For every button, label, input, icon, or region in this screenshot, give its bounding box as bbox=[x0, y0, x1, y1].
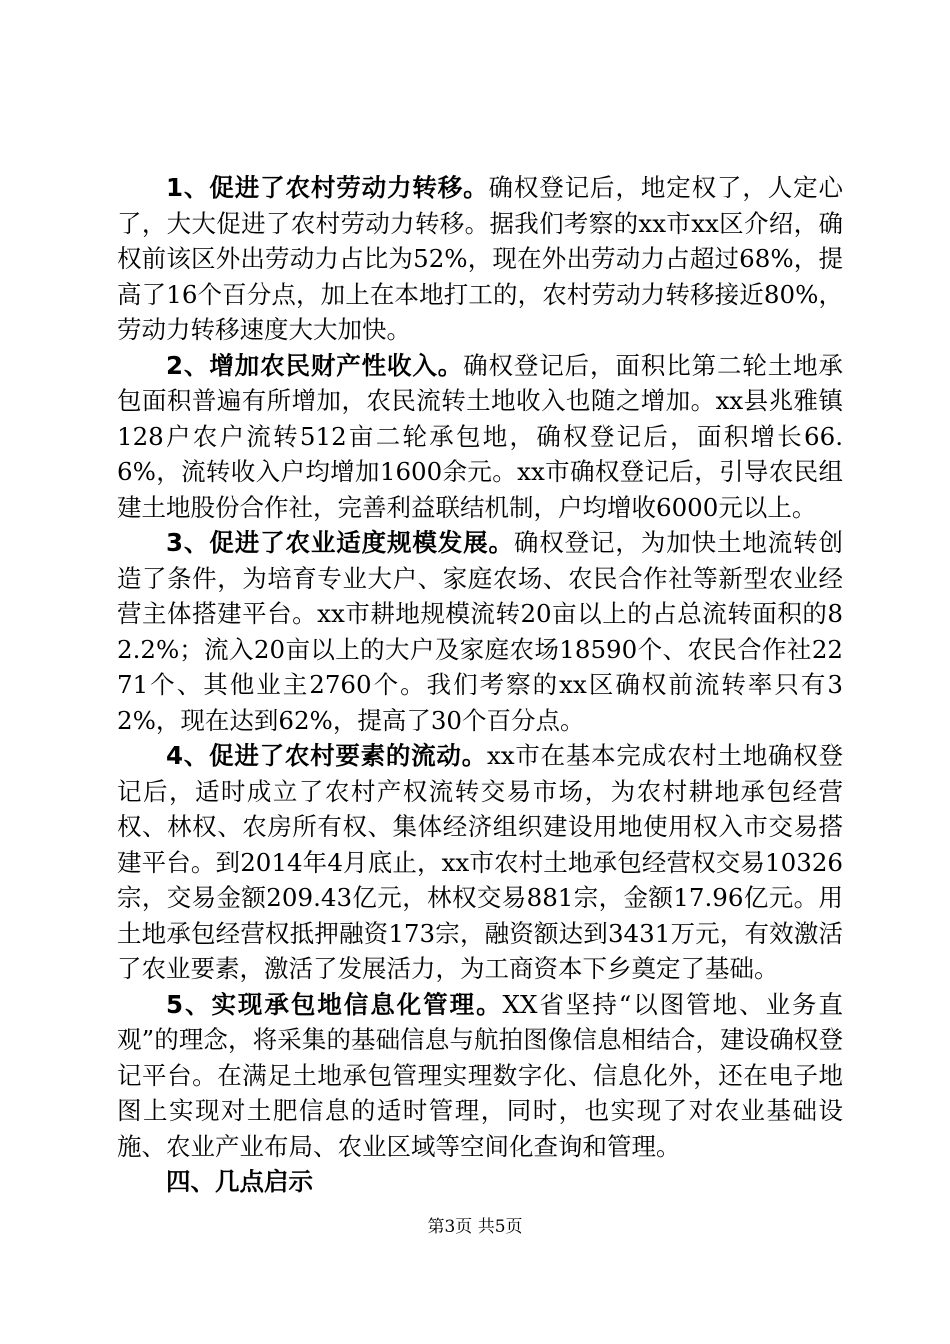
paragraph-text: XX省坚持“以图管地、业务直观”的理念，将采集的基础信息与航拍图像信息相结合，建设确权登记平台。在满足土地承包管理实理数字化、信息化外，还在电子地图上实现对土肥信息的适时管理，同时，也实现了对农业基础设施、农业产业布局、农业区域等空间化查询和管理。 bbox=[117, 989, 843, 1161]
paragraph-text: 确权登记后，面积比第二轮土地承包面积普遍有所增加，农民流转土地收入也随之增加。xx县兆雅镇128户农户流转512亩二轮承包地，确权登记后，面积增长66.6%，流转收入户均增加1600余元。xx市确权登记后，引导农民组建土地股份合作社，完善利益联结机制，户均增收6000元以上。 bbox=[117, 350, 843, 522]
paragraph-lead: 1、促进了农村劳动力转移。 bbox=[166, 173, 489, 202]
paragraph-labor-transfer bbox=[117, 170, 843, 348]
document-body bbox=[117, 170, 843, 1200]
paragraph-information-management bbox=[117, 987, 843, 1165]
paragraph-text: 确权登记，为加快土地流转创造了条件，为培育专业大户、家庭农场、农民合作社等新型农业经营主体搭建平台。xx市耕地规模流转20亩以上的占总流转面积的82.2%；流入20亩以上的大户及家庭农场18590个、农民合作社2271个、其他业主2760个。我们考察的xx区确权前流转率只有32%，现在达到62%，提高了30个百分点。 bbox=[117, 528, 843, 735]
paragraph-lead: 2、增加农民财产性收入。 bbox=[166, 350, 464, 380]
paragraph-text: 确权登记后，地定权了，人定心了，大大促进了农村劳动力转移。据我们考察的xx市xx区介绍，确权前该区外出劳动力占比为52%，现在外出劳动力占超过68%，提高了16个百分点，加上在本地打工的，农村劳动力转移接近80%，劳动力转移速度大大加快。 bbox=[117, 173, 844, 344]
paragraph-property-income bbox=[117, 348, 843, 526]
paragraph-lead: 4、促进了农村要素的流动。 bbox=[166, 741, 487, 770]
paragraph-lead: 3、促进了农业适度规模发展。 bbox=[166, 528, 514, 557]
section-heading: 四、几点启示 bbox=[166, 1167, 313, 1196]
paragraph-scale-development bbox=[117, 525, 843, 738]
paragraph-lead: 5、实现承包地信息化管理。 bbox=[166, 989, 503, 1019]
page-number: 第3页 共5页 bbox=[427, 1217, 523, 1237]
paragraph-factor-flow bbox=[117, 738, 843, 987]
paragraph-text: xx市在基本完成农村土地确权登记后，适时成立了农村产权流转交易市场，为农村耕地承包经营权、林权、农房所有权、集体经济组织建设用地使用权入市交易搭建平台。到2014年4月底止，xx市农村土地承包经营权交易10326宗，交易金额209.43亿元，林权交易881宗，金额17.96亿元。用土地承包经营权抵押融资173宗，融资额达到3431万元，有效激活了农业要素，激活了发展活力，为工商资本下乡奠定了基础。 bbox=[117, 741, 843, 983]
